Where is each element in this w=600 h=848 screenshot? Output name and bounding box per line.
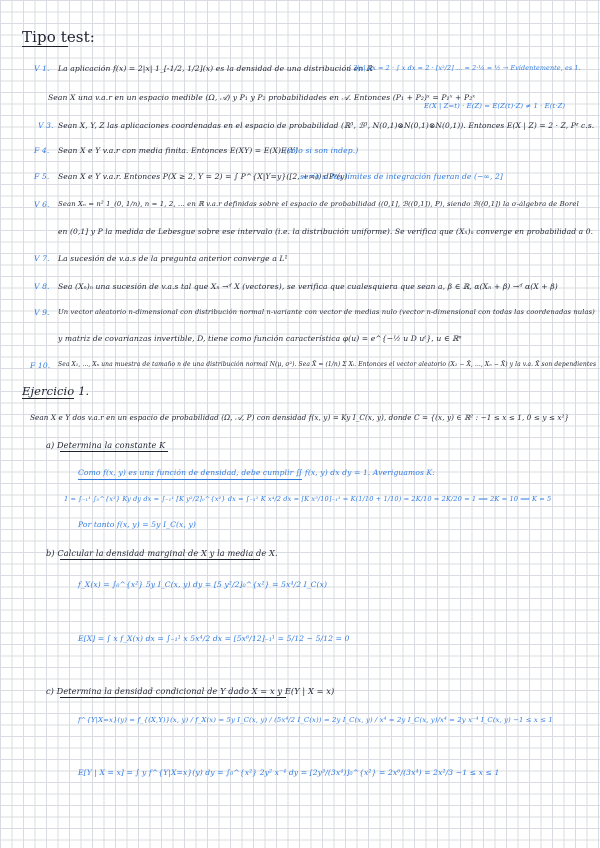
test-work-1: ∫ 2|x| dx = 2 · ∫ x dx = 2 · [x²/2] … = 2·¼ = ½ → Evidentemente, es 1. bbox=[348, 64, 581, 72]
title-underline bbox=[22, 46, 68, 47]
test-mark-8: V 8. bbox=[34, 282, 50, 291]
part-b-line-1: f_X(x) = ∫₀^{x²} 5y I_C(x, y) dy = [5 y²/2]₀^{x²} = 5x⁴/2 I_C(x) bbox=[78, 580, 328, 589]
test-mark-5: F 5. bbox=[34, 172, 50, 181]
part-a-label: a) Determina la constante K bbox=[46, 440, 166, 450]
part-a-line-3: Por tanto f(x, y) = 5y I_C(x, y) bbox=[78, 520, 196, 529]
test-question-3: Sean X, Y, Z las aplicaciones coordenadas en el espacio de probabilidad (ℝ³, ℬ³, N(0,1)⊗N(0,1)⊗N(0,1)). Entonces E(X | Z) = 2 · Z, Pᶻ c.s. bbox=[58, 121, 595, 130]
test-mark-4: F 4. bbox=[34, 146, 50, 155]
test-question-9: Un vector aleatorio n-dimensional con distribución normal n-variante con vector de medias nulo (vector n-dimensional con todas las coordenadas nulas) bbox=[58, 308, 595, 316]
test-question-6: Sean Xₙ = n² 1_(0, 1/n), n = 1, 2, … en ℝ v.a.r definidas sobre el espacio de probabilidad ((0,1], ℬ((0,1]), P), siendo ℬ((0,1]) la σ-álgebra de Borel bbox=[58, 200, 579, 208]
test-question-9-cont: y matriz de covarianzas invertible, D, tiene como función característica φ(u) = e^{−½ u D uᵗ}, u ∈ ℝⁿ bbox=[58, 334, 462, 343]
test-mark-3: V 3. bbox=[38, 121, 54, 130]
part-b-underline bbox=[60, 559, 260, 560]
test-question-10: Sea X₁, …, Xₙ una muestra de tamaño n de una distribución normal N(μ, σ²). Sea X̄ = (1/n) Σ Xᵢ. Entonces el vector aleatorio (X₁ − X̄, …, Xₙ − X̄) y la v.a. X̄ son dependientes bbox=[58, 361, 597, 368]
test-question-5: Sean X e Y v.a.r. Entonces P(X ≥ 2, Y = 2) = ∫ P^{X|Y=y}([2, +∞)) dPʸ(y) bbox=[58, 172, 348, 181]
test-question-1: La aplicación f(x) = 2|x| 1_[-1/2, 1/2](x) es la densidad de una distribución en ℝ bbox=[58, 64, 373, 73]
test-work-2: E(X | Z=t) · E(Z) = E(Z(t)·Z) ≠ 1 · E(t·Z) bbox=[424, 102, 566, 110]
exercise-heading: Ejercicio 1. bbox=[22, 384, 90, 398]
test-question-8: Sea (Xₙ)ₙ una sucesión de v.a.s tal que Xₙ →ᵈ X (vectores), se verifica que cualesquiera que sean a, β ∈ ℝ, α(Xₙ + β) →ᵈ α(X + β) bbox=[58, 282, 558, 291]
part-c-underline bbox=[60, 697, 286, 698]
test-question-4: Sean X e Y v.a.r con media finita. Entonces E(XY) = E(X)E(Y) bbox=[58, 146, 298, 155]
part-a-line-1: Como f(x, y) es una función de densidad, debe cumplir ∬ f(x, y) dx dy = 1. Averiguamos K: bbox=[78, 468, 435, 477]
test-question-2: Sean X una v.a.r en un espacio medible (Ω, 𝒜) y P₁ y P₂ probabilidades en 𝒜. Entonces (P₁ + P₂)ˣ = P₁ˣ + P₂ˣ bbox=[48, 93, 476, 102]
test-mark-1: V 1. bbox=[34, 64, 50, 73]
part-a-underline bbox=[60, 451, 168, 452]
exercise-heading-underline bbox=[22, 398, 74, 399]
test-mark-6: V 6. bbox=[34, 200, 50, 209]
exercise-statement: Sean X e Y dos v.a.r en un espacio de probabilidad (Ω, 𝒜, P) con densidad f(x, y) = Ky I_C(x, y), donde C = {(x, y) ∈ ℝ² : −1 ≤ x ≤ 1, 0 ≤ y ≤ x²} bbox=[30, 413, 570, 422]
page-title: Tipo test: bbox=[22, 28, 95, 46]
test-question-6-cont: en (0,1] y P la medida de Lebesgue sobre ese intervalo (i.e. la distribución uniforme). Se verifica que (Xₙ)ₙ converge en probabilidad a 0. bbox=[58, 227, 594, 236]
test-mark-10: F 10. bbox=[30, 361, 51, 370]
part-a-line-1-underline bbox=[78, 479, 302, 480]
part-b-label: b) Calcular la densidad marginal de X y la media de X. bbox=[46, 548, 278, 558]
part-b-line-2: E[X] = ∫ x f_X(x) dx = ∫₋₁¹ x 5x⁴/2 dx = [5x⁶/12]₋₁¹ = 5/12 − 5/12 = 0 bbox=[78, 634, 350, 643]
part-c-label: c) Determina la densidad condicional de Y dado X = x y E(Y | X = x) bbox=[46, 686, 335, 696]
part-a-line-2: 1 = ∫₋₁¹ ∫₀^{x²} Ky dy dx = ∫₋₁¹ [K y²/2]₀^{x²} dx = ∫₋₁¹ K x⁴/2 dx = [K x⁵/10]₋₁¹ = K(1/10 + 1/10) = 2K/10 = 2K/20 = 1 ⟹ 2K = 10 ⟹ K = 5 bbox=[64, 495, 552, 503]
test-mark-7: V 7. bbox=[34, 254, 50, 263]
test-mark-9: V 9. bbox=[34, 308, 50, 317]
test-work-4: (sólo si son indep.) bbox=[284, 146, 359, 155]
test-question-7: La sucesión de v.a.s de la pregunta anterior converge a L¹ bbox=[58, 254, 288, 263]
test-work-5: sería si los límites de integración fueran de (−∞, 2] bbox=[300, 172, 503, 181]
part-c-line-2: E[Y | X = x] = ∫ y f^{Y|X=x}(y) dy = ∫₀^{x²} 2y² x⁻⁴ dy = [2y³/(3x⁴)]₀^{x²} = 2x⁶/(3x⁴) = 2x²/3 −1 ≤ x ≤ 1 bbox=[78, 768, 500, 777]
part-c-line-1: f^{Y|X=x}(y) = f_{(X,Y)}(x, y) / f_X(x) = 5y I_C(x, y) / (5x⁴/2 I_C(x)) = 2y I_C(x, y) / x⁴ = 2y I_C(x, y)/x⁴ = 2y x⁻⁴ I_C(x, y) −1 ≤ x ≤ 1 bbox=[78, 716, 553, 724]
